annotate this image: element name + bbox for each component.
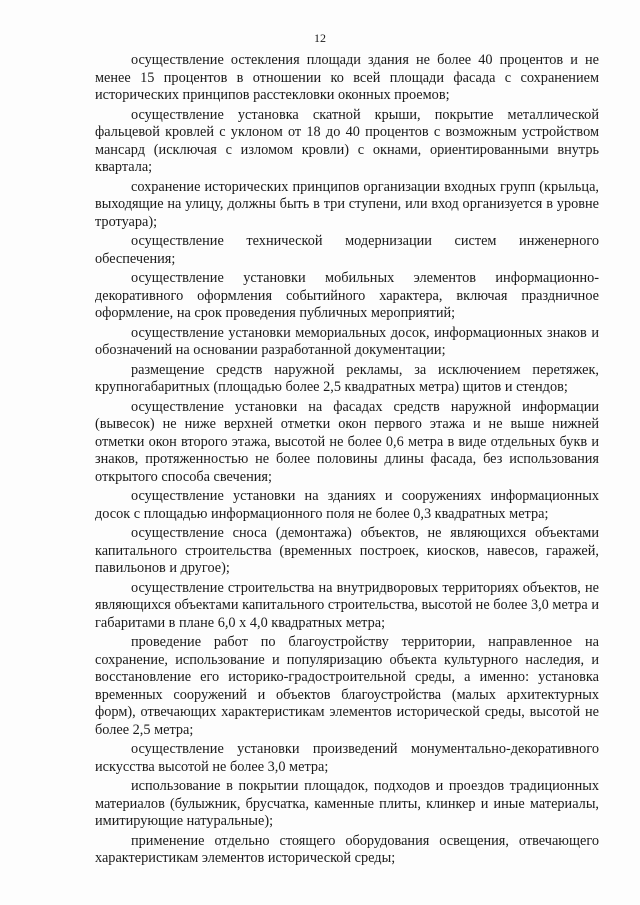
list-item: осуществление остекления площади здания не более 40 процентов и не менее 15 процентов в отношении ко всей площади фасада с сохранением исторических принципов расстекловки оконных проемов;: [95, 52, 599, 103]
document-body: [95, 52, 599, 870]
list-item: проведение работ по благоустройству территории, направленное на сохранение, использование и популяризацию объекта культурного наследия, и восстановление его историко-градостроительной среды, а именно: установка временных сооружений и объектов благоустройства (малых архитектурных форм), отвечающих характеристикам элементов исторической среды, высотой не более 2,5 метра;: [95, 634, 599, 738]
list-item: использование в покрытии площадок, подходов и проездов традиционных материалов (булыжник, брусчатка, каменные плиты, клинкер и иные материалы, имитирующие натуральные);: [95, 778, 599, 829]
list-item: осуществление установки произведений монументально-декоративного искусства высотой не более 3,0 метра;: [95, 741, 599, 775]
list-item: осуществление сноса (демонтажа) объектов, не являющихся объектами капитального строительства (временных построек, киосков, навесов, гаражей, павильонов и другое);: [95, 525, 599, 576]
list-item: осуществление технической модернизации систем инженерного обеспечения;: [95, 233, 599, 267]
page-number: 12: [314, 31, 326, 45]
list-item: осуществление установки мемориальных досок, информационных знаков и обозначений на основании разработанной документации;: [95, 324, 599, 358]
list-item: размещение средств наружной рекламы, за исключением перетяжек, крупногабаритных (площадью более 2,5 квадратных метра) щитов и стендов;: [95, 361, 599, 395]
list-item: применение отдельно стоящего оборудования освещения, отвечающего характеристикам элементов исторической среды;: [95, 832, 599, 866]
list-item: осуществление установки на фасадах средств наружной информации (вывесок) не ниже верхней отметки окон первого этажа и не выше нижней отметки окон второго этажа, высотой не более 0,6 метра в виде отдельных букв и знаков, протяженностью не более половины длины фасада, без использования открытого способа свечения;: [95, 398, 599, 485]
list-item: осуществление строительства на внутридворовых территориях объектов, не являющихся объектами капитального строительства, высотой не более 3,0 метра и габаритами в плане 6,0 х 4,0 квадратных метра;: [95, 579, 599, 631]
list-item: осуществление установки на зданиях и сооружениях информационных досок с площадью информационного поля не более 0,3 квадратных метра;: [95, 488, 599, 522]
list-item: сохранение исторических принципов организации входных групп (крыльца, выходящие на улицу, должны быть в три ступени, или вход организуется в уровне тротуара);: [95, 178, 599, 230]
list-item: осуществление установки мобильных элементов информационно-декоративного оформления событийного характера, включая праздничное оформление, на срок проведения публичных мероприятий;: [95, 270, 599, 321]
list-item: осуществление установка скатной крыши, покрытие металлической фальцевой кровлей с уклоном от 18 до 40 процентов с возможным устройством мансард (исключая с изломом кровли) с окнами, ориентированными внутрь квартала;: [95, 106, 599, 175]
